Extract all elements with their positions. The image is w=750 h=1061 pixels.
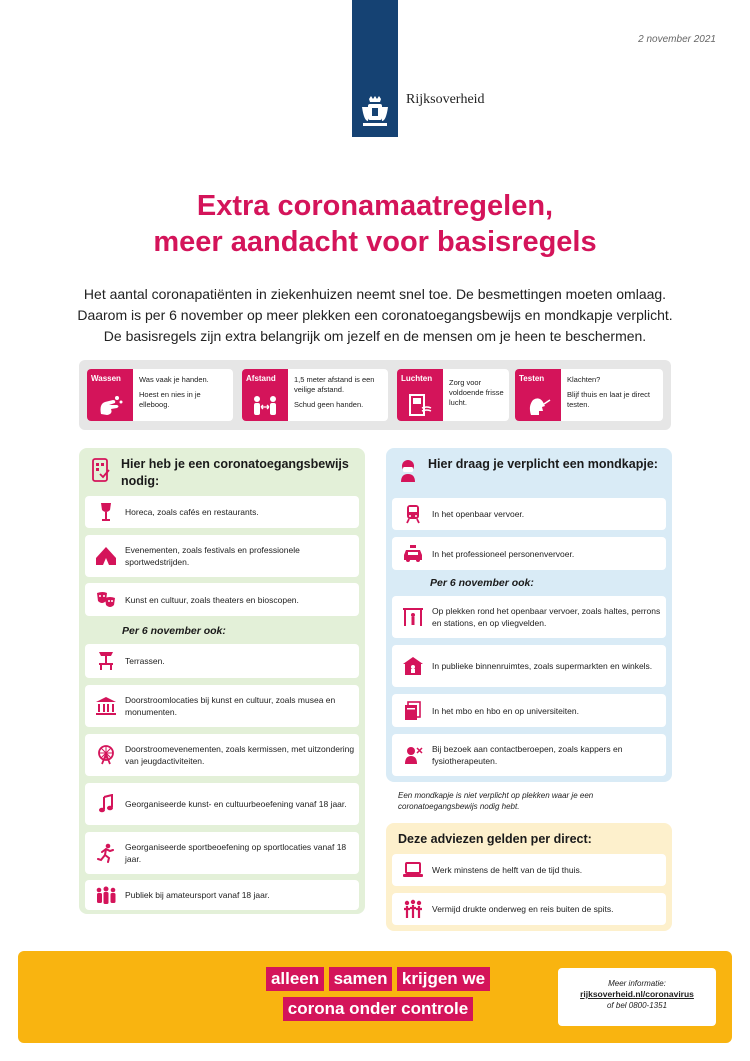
rule-tag-label: Luchten	[401, 374, 433, 383]
section-heading	[398, 456, 664, 482]
rule-line: Schud geen handen.	[294, 400, 364, 409]
item-text: Evenementen, zoals festivals en professionele sportwedstrijden.	[125, 545, 300, 567]
section-heading	[398, 831, 664, 848]
rule-line: Klachten?	[567, 375, 601, 384]
wine-glass-icon	[95, 502, 117, 522]
item-text: Georganiseerde sportbeoefening op sportlocaties vanaf 18 jaar.	[125, 842, 347, 864]
list-item	[85, 644, 359, 678]
info-link[interactable]: rijksoverheid.nl/coronavirus	[580, 989, 694, 999]
shop-icon	[402, 656, 424, 676]
face-mask-icon	[398, 458, 418, 482]
ventilation-icon	[407, 394, 433, 416]
coat-of-arms-icon	[359, 95, 391, 129]
list-item	[392, 537, 666, 570]
item-text: Werk minstens de helft van de tijd thuis.	[432, 865, 583, 875]
list-item	[85, 783, 359, 825]
sub-heading-mask: Per 6 november ook:	[430, 577, 534, 589]
washing-hands-icon	[97, 394, 123, 416]
slogan-word: krijgen we	[397, 967, 490, 991]
audience-icon	[95, 885, 117, 905]
item-text: Op plekken rond het openbaar vervoer, zoals haltes, perrons en stations, en op vliegvelden.	[432, 606, 661, 628]
rule-text	[139, 375, 229, 410]
item-text: Publiek bij amateursport vanaf 18 jaar.	[125, 890, 270, 900]
section-title: Hier draag je verplicht een mondkapje:	[428, 457, 658, 471]
list-item	[392, 596, 666, 638]
item-text: Kunst en cultuur, zoals theaters en bioscopen.	[125, 594, 299, 605]
theater-masks-icon	[95, 590, 117, 610]
document-date: 2 november 2021	[638, 34, 716, 45]
item-text: Bij bezoek aan contactberoepen, zoals kappers en fysiotherapeuten.	[432, 744, 623, 766]
rule-line: Blijf thuis en laat je direct testen.	[567, 390, 650, 409]
intro-line-2: Daarom is per 6 november op meer plekken een coronatoegangsbewijs en mondkapje verplicht.	[77, 307, 673, 323]
station-icon	[402, 607, 424, 627]
basic-rules-box	[79, 360, 671, 430]
train-icon	[402, 504, 424, 524]
rule-text	[294, 375, 384, 410]
item-text: In het mbo en hbo en op universiteiten.	[432, 705, 579, 716]
rule-text	[449, 378, 505, 408]
list-item	[392, 893, 666, 925]
rule-line: Hoest en nies in je elleboog.	[139, 390, 201, 409]
rule-testen	[515, 369, 663, 421]
sub-heading-qr: Per 6 november ook:	[122, 625, 226, 637]
logo-bar	[352, 0, 398, 137]
list-item	[392, 734, 666, 776]
rule-luchten	[397, 369, 509, 421]
slogan-word: samen	[329, 967, 393, 991]
terrace-table-icon	[95, 651, 117, 671]
list-item	[392, 694, 666, 727]
info-phone: of bel 0800-1351	[606, 1001, 668, 1010]
slogan-word: corona onder controle	[283, 997, 473, 1021]
item-text: Doorstroomevenementen, zoals kermissen, met uitzondering van jeugdactiviteiten.	[125, 744, 355, 766]
list-item	[85, 583, 359, 616]
intro-line-1: Het aantal coronapatiënten in ziekenhuizen neemt snel toe. De besmettingen moeten omlaag.	[83, 286, 667, 302]
item-text: Doorstroomlocaties bij kunst en cultuur, zoals musea en monumenten.	[125, 695, 336, 717]
rule-line: 1,5 meter afstand is een veilige afstand.	[294, 375, 375, 394]
intro-text	[60, 284, 690, 347]
taxi-icon	[402, 544, 424, 564]
books-icon	[402, 701, 424, 721]
list-item	[85, 496, 359, 528]
crowd-icon	[402, 899, 424, 919]
intro-line-3: De basisregels zijn extra belangrijk om jezelf en de mensen om je heen te beschermen.	[103, 328, 647, 344]
rule-tag	[242, 369, 288, 421]
list-item	[85, 535, 359, 577]
item-text: In het openbaar vervoer.	[432, 509, 525, 519]
rule-line: Was vaak je handen.	[139, 375, 209, 384]
ferris-wheel-icon	[95, 745, 117, 765]
qr-extra-list	[79, 640, 365, 914]
circus-tent-icon	[95, 546, 117, 566]
laptop-icon	[402, 860, 424, 880]
item-text: Horeca, zoals cafés en restaurants.	[125, 507, 259, 517]
list-item	[392, 645, 666, 687]
qr-phone-icon	[91, 458, 111, 482]
item-text: Terrassen.	[125, 656, 165, 666]
section-heading	[91, 456, 357, 490]
title-line-2: meer aandacht voor basisregels	[153, 226, 597, 258]
music-note-icon	[95, 794, 117, 814]
list-item	[392, 498, 666, 530]
rule-tag-label: Testen	[519, 374, 545, 383]
hairdresser-icon	[402, 745, 424, 765]
mask-note: Een mondkapje is niet verplicht op plekken waar je een coronatoegangsbewijs nodig hebt.	[398, 791, 594, 811]
museum-icon	[95, 696, 117, 716]
page-title	[0, 188, 750, 260]
rule-wassen	[87, 369, 233, 421]
title-line-1: Extra coronamaatregelen,	[196, 190, 554, 222]
section-title: Deze adviezen gelden per direct:	[398, 832, 592, 846]
distance-icon	[252, 394, 278, 416]
rule-line: Zorg voor voldoende frisse lucht.	[449, 378, 504, 407]
rule-tag	[87, 369, 133, 421]
runner-icon	[95, 843, 117, 863]
rule-text	[567, 375, 659, 410]
rule-tag	[515, 369, 561, 421]
slogan-word: alleen	[266, 967, 324, 991]
list-item	[85, 832, 359, 874]
item-text: In publieke binnenruimtes, zoals supermarkten en winkels.	[432, 661, 653, 671]
item-text: Vermijd drukte onderweg en reis buiten de spits.	[432, 904, 614, 914]
org-name: Rijksoverheid	[406, 92, 485, 107]
testing-icon	[525, 394, 551, 416]
info-box	[558, 968, 716, 1026]
list-item	[85, 880, 359, 910]
section-title: Hier heb je een coronatoegangsbewijs nodig:	[121, 457, 349, 488]
list-item	[85, 734, 359, 776]
rule-tag-label: Afstand	[246, 374, 276, 383]
slogan	[258, 967, 498, 1027]
rule-tag-label: Wassen	[91, 374, 121, 383]
item-text: Georganiseerde kunst- en cultuurbeoefening vanaf 18 jaar.	[125, 799, 347, 809]
item-text: In het professioneel personenvervoer.	[432, 548, 575, 559]
list-item	[85, 685, 359, 727]
list-item	[392, 854, 666, 886]
mask-extra-list	[386, 592, 672, 782]
info-label: Meer informatie:	[608, 979, 666, 988]
advice-section	[386, 823, 672, 931]
rule-afstand	[242, 369, 388, 421]
rule-tag	[397, 369, 443, 421]
